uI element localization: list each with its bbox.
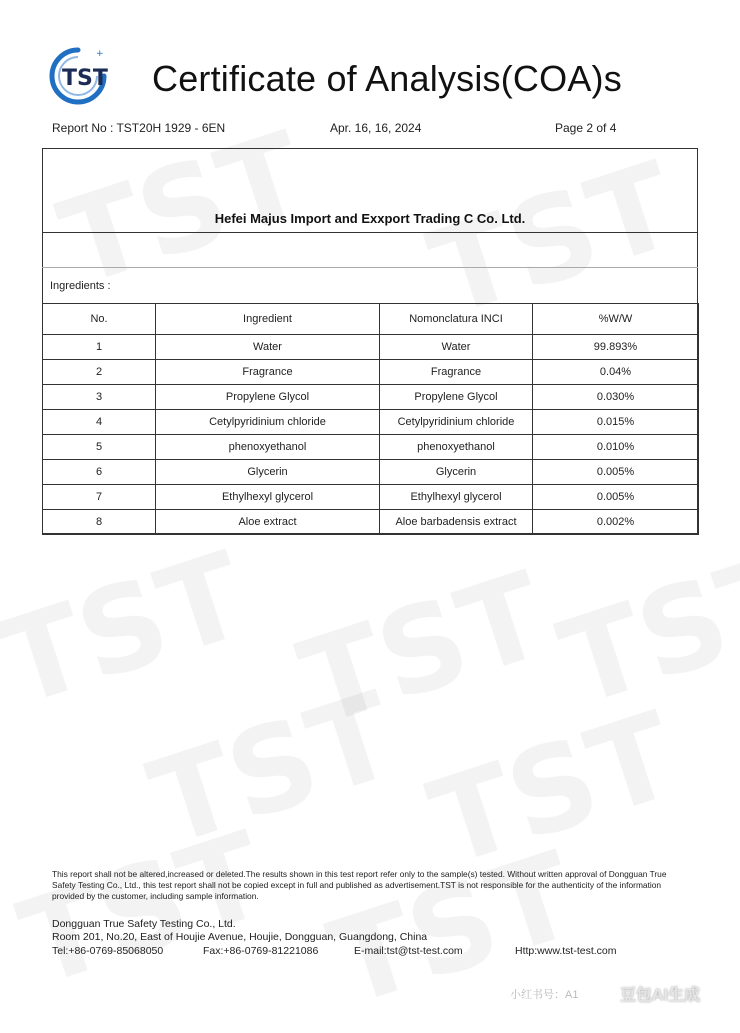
column-header-inci: Nomonclatura INCI xyxy=(380,304,533,335)
cell-ingredient: Glycerin xyxy=(156,460,380,485)
cell-inci: Glycerin xyxy=(380,460,533,485)
table-row xyxy=(43,360,699,385)
footer-fax: Fax:+86-0769-81221086 xyxy=(203,945,319,957)
corner-watermark: 小红书号：A1 xyxy=(510,989,579,1001)
page-indicator: Page 2 of 4 xyxy=(555,121,617,135)
footer-company: Dongguan True Safety Testing Co., Ltd. xyxy=(52,918,236,930)
report-date: Apr. 16, 16, 2024 xyxy=(330,121,422,135)
footer-website: Http:www.tst-test.com xyxy=(515,945,617,957)
divider xyxy=(42,267,698,268)
cell-no: 2 xyxy=(43,360,156,385)
ai-generated-badge: 豆包AI生成 xyxy=(620,987,701,1004)
cell-no: 4 xyxy=(43,410,156,435)
ingredients-table xyxy=(42,303,699,535)
table-header-row xyxy=(43,304,699,335)
cell-inci: Fragrance xyxy=(380,360,533,385)
cell-no: 8 xyxy=(43,510,156,535)
column-header-percent: %W/W xyxy=(533,304,699,335)
cell-percent: 0.010% xyxy=(533,435,699,460)
cell-percent: 0.04% xyxy=(533,360,699,385)
cell-ingredient: Ethylhexyl glycerol xyxy=(156,485,380,510)
watermark xyxy=(135,665,412,872)
cell-percent: 99.893% xyxy=(533,335,699,360)
table-row xyxy=(43,485,699,510)
column-header-no: No. xyxy=(43,304,156,335)
cell-inci: Water xyxy=(380,335,533,360)
watermark xyxy=(285,545,562,752)
cell-ingredient: Water xyxy=(156,335,380,360)
cell-percent: 0.005% xyxy=(533,460,699,485)
report-number: Report No : TST20H 1929 - 6EN xyxy=(52,121,226,135)
table-row xyxy=(43,435,699,460)
footer-address: Room 201, No.20, East of Houjie Avenue, Houjie, Dongguan, Guangdong, China xyxy=(52,931,428,943)
divider xyxy=(42,232,698,233)
cell-no: 1 xyxy=(43,335,156,360)
cell-ingredient: phenoxyethanol xyxy=(156,435,380,460)
cell-inci: Propylene Glycol xyxy=(380,385,533,410)
page-title: Certificate of Analysis(COA)s xyxy=(152,58,622,99)
cell-no: 7 xyxy=(43,485,156,510)
company-name: Hefei Majus Import and Exxport Trading C Co. Ltd. xyxy=(214,211,526,226)
cell-percent: 0.002% xyxy=(533,510,699,535)
cell-ingredient: Propylene Glycol xyxy=(156,385,380,410)
column-header-ingredient: Ingredient xyxy=(156,304,380,335)
watermark xyxy=(0,525,261,732)
logo-text: TST xyxy=(62,66,108,91)
cell-inci: phenoxyethanol xyxy=(380,435,533,460)
table-row xyxy=(43,460,699,485)
cell-no: 5 xyxy=(43,435,156,460)
cell-ingredient: Fragrance xyxy=(156,360,380,385)
cell-inci: Cetylpyridinium chloride xyxy=(380,410,533,435)
footer-email: E-mail:tst@tst-test.com xyxy=(354,945,463,957)
watermark xyxy=(415,685,692,892)
cell-percent: 0.030% xyxy=(533,385,699,410)
table-row xyxy=(43,510,699,535)
table-row xyxy=(43,335,699,360)
cell-no: 6 xyxy=(43,460,156,485)
cell-inci: Aloe barbadensis extract xyxy=(380,510,533,535)
svg-text:+: + xyxy=(96,49,104,59)
table-row xyxy=(43,385,699,410)
cell-no: 3 xyxy=(43,385,156,410)
cell-ingredient: Cetylpyridinium chloride xyxy=(156,410,380,435)
tst-logo-icon xyxy=(48,46,108,106)
cell-ingredient: Aloe extract xyxy=(156,510,380,535)
disclaimer-text: This report shall not be altered,increased or deleted.The results shown in this test report refer only to the sample(s) tested. Without written approval of Dongguan True Safety Testing Co., Ltd., this test report shall not be copied except in full and published as advertisement.TST is not responsible for the authenticity of the information provided by the customer, including sample information. xyxy=(52,869,667,901)
watermark xyxy=(545,525,740,732)
cell-inci: Ethylhexyl glycerol xyxy=(380,485,533,510)
table-row xyxy=(43,410,699,435)
watermark xyxy=(5,805,282,1012)
footer-tel: Tel:+86-0769-85068050 xyxy=(52,945,164,957)
cell-percent: 0.015% xyxy=(533,410,699,435)
cell-percent: 0.005% xyxy=(533,485,699,510)
ingredients-label: Ingredients : xyxy=(50,280,111,292)
